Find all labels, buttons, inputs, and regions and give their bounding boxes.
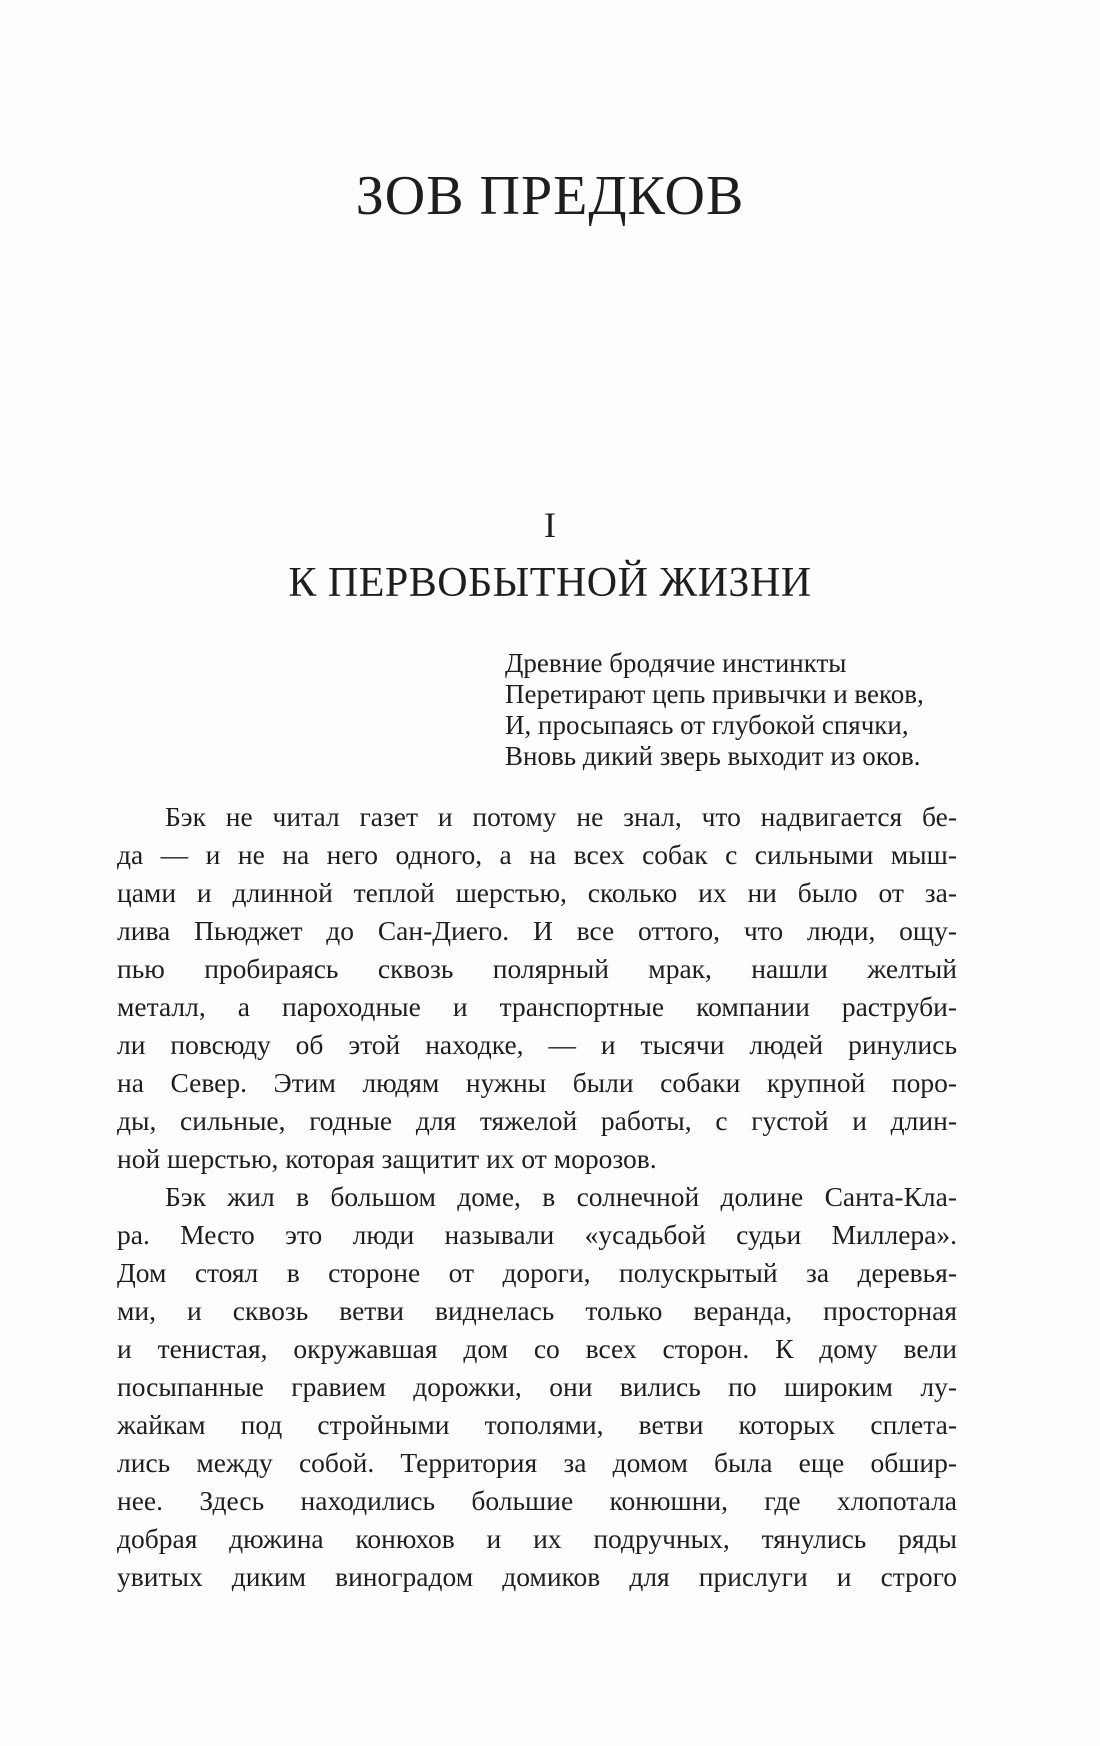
text-line: да — и не на него одного, а на всех собак с сильными мыш- <box>117 839 957 870</box>
text-line: посыпанные гравием дорожки, они вились по широким лу- <box>117 1371 957 1402</box>
text-line: Бэк жил в большом доме, в солнечной долине Санта-Кла- <box>165 1181 957 1212</box>
text-line: цами и длинной теплой шерстью, сколько их ни было от за- <box>117 877 957 908</box>
text-line: лива Пьюджет до Сан-Диего. И все оттого, что люди, ощу- <box>117 915 957 946</box>
chapter-number: I <box>544 505 556 545</box>
book-title: ЗОВ ПРЕДКОВ <box>355 165 745 227</box>
text-line: ды, сильные, годные для тяжелой работы, с густой и длин- <box>117 1105 957 1136</box>
epigraph <box>505 648 1100 772</box>
text-line: на Север. Этим людям нужны были собаки крупной поро- <box>117 1067 957 1098</box>
text-line: пью пробираясь сквозь полярный мрак, нашли желтый <box>117 953 957 984</box>
body-text <box>117 798 957 1596</box>
text-line: Бэк не читал газет и потому не знал, что надвигается бе- <box>165 801 957 832</box>
text-line: и тенистая, окружавшая дом со всех сторон. К дому вели <box>117 1333 957 1364</box>
epigraph-line: Древние бродячие инстинкты <box>505 648 847 678</box>
text-line: ми, и сквозь ветви виднелась только веранда, просторная <box>117 1295 957 1326</box>
epigraph-line: Перетирают цепь привычки и веков, <box>505 679 924 709</box>
chapter-title: К ПЕРВОБЫТНОЙ ЖИЗНИ <box>288 560 812 606</box>
paragraph-2 <box>117 1178 957 1596</box>
text-line: добрая дюжина конюхов и их подручных, тянулись ряды <box>117 1523 957 1554</box>
text-line: ли повсюду об этой находке, — и тысячи людей ринулись <box>117 1029 957 1060</box>
text-line: ной шерстью, которая защитит их от морозов. <box>117 1143 657 1174</box>
text-line: нее. Здесь находились большие конюшни, где хлопотала <box>117 1485 957 1516</box>
text-line: Дом стоял в стороне от дороги, полускрытый за деревья- <box>117 1257 957 1288</box>
text-line: лись между собой. Территория за домом была еще обшир- <box>117 1447 957 1478</box>
text-line: увитых диким виноградом домиков для прислуги и строго <box>117 1561 957 1592</box>
text-line: металл, а пароходные и транспортные компании раструби- <box>117 991 957 1022</box>
paragraph-1 <box>117 798 957 1178</box>
epigraph-line: И, просыпаясь от глубокой спячки, <box>505 710 909 740</box>
epigraph-line: Вновь дикий зверь выходит из оков. <box>505 741 921 771</box>
text-line: жайкам под стройными тополями, ветви которых сплета- <box>117 1409 957 1440</box>
text-line: ра. Место это люди называли «усадьбой судьи Миллера». <box>117 1219 957 1250</box>
